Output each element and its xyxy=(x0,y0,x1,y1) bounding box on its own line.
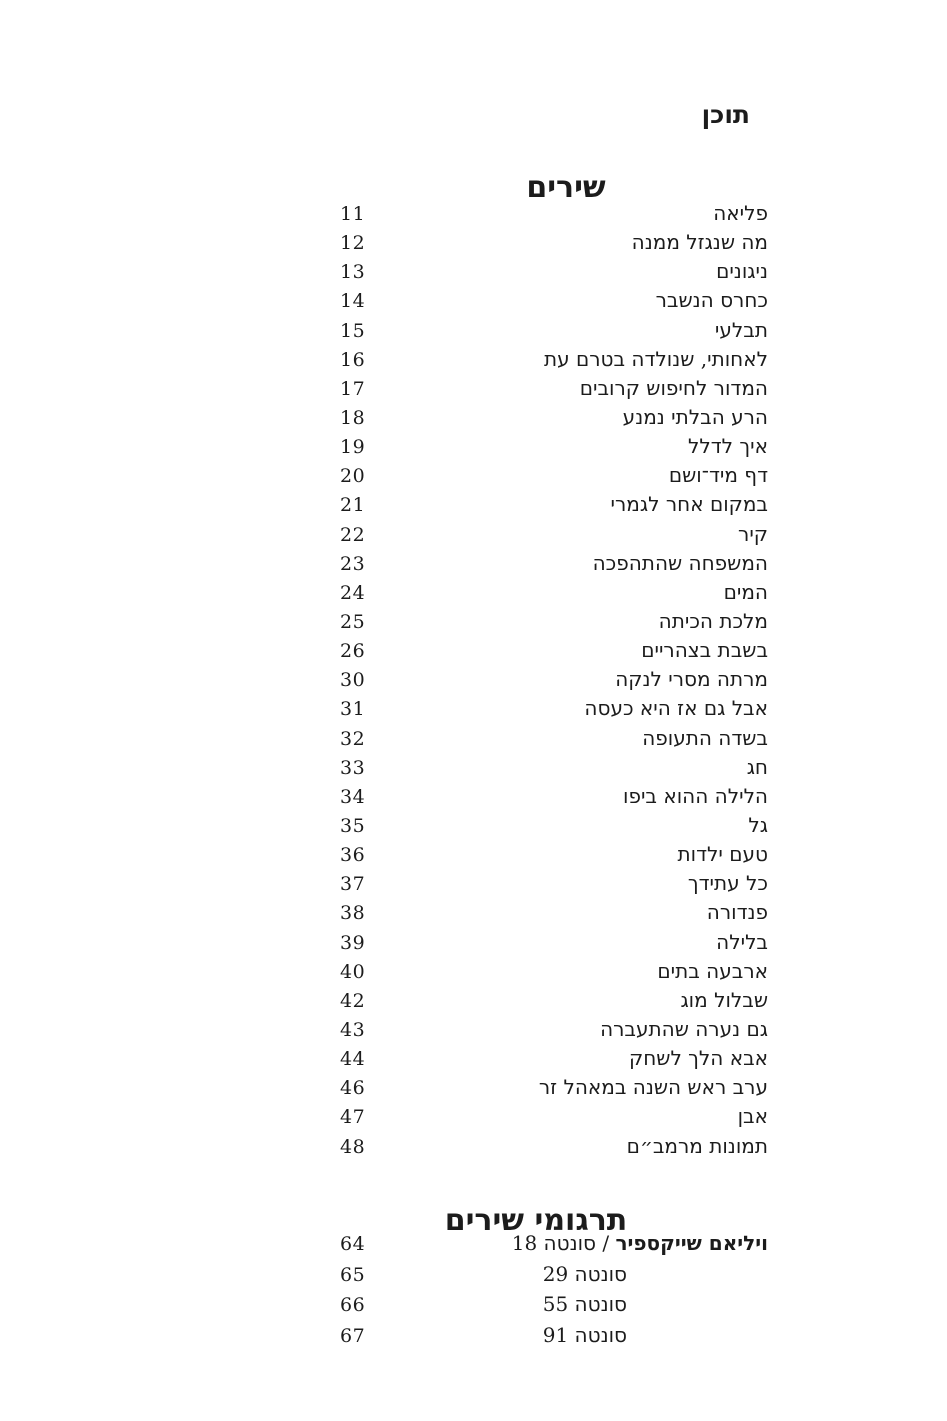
toc-row xyxy=(340,1015,768,1044)
toc-row xyxy=(340,811,768,840)
page-number: 26 xyxy=(340,640,366,663)
entry-title: ארבעה בתים xyxy=(657,958,768,983)
toc-row xyxy=(340,928,768,957)
toc-row xyxy=(340,869,768,898)
toc-row xyxy=(340,957,768,986)
entry-title: פנדורה xyxy=(706,900,768,925)
page-number: 13 xyxy=(340,261,366,284)
page-number: 15 xyxy=(340,319,366,342)
toc-row xyxy=(340,694,768,723)
entry-title: גם נערה שהתעברה xyxy=(600,1016,768,1041)
section-heading-poems: שירים xyxy=(526,169,606,205)
entry-title: גל xyxy=(748,812,768,837)
toc-row xyxy=(340,403,768,432)
page-number: 14 xyxy=(340,290,366,313)
page-number: 32 xyxy=(340,727,366,750)
toc-row xyxy=(340,490,768,519)
page-number: 24 xyxy=(340,581,366,604)
toc-row xyxy=(340,432,768,461)
toc-row xyxy=(340,665,768,694)
entry-title: מלכת הכיתה xyxy=(658,608,768,633)
entry-title: במקום אחר לגמרי xyxy=(610,492,768,517)
page-number: 35 xyxy=(340,814,366,837)
entry-title: אבא הלך לשחק xyxy=(629,1046,768,1071)
translations-list xyxy=(340,1228,768,1350)
toc-row xyxy=(340,753,768,782)
poems-list xyxy=(340,199,768,1161)
toc-row xyxy=(340,986,768,1015)
page-number: 38 xyxy=(340,902,366,925)
entry-title: סונטה 55 xyxy=(542,1292,627,1316)
entry-title: ערב ראש השנה במאהל זר xyxy=(538,1075,768,1100)
page-number: 48 xyxy=(340,1135,366,1158)
toc-row xyxy=(340,1132,768,1161)
page-number: 39 xyxy=(340,931,366,954)
entry-title: איך לדלל xyxy=(688,434,768,459)
page-number: 12 xyxy=(340,232,366,255)
entry-title: המשפחה שהתהפכה xyxy=(592,550,768,575)
toc-row xyxy=(340,228,768,257)
page-number: 18 xyxy=(340,406,366,429)
entry-title: המים xyxy=(723,579,768,604)
page-number: 37 xyxy=(340,873,366,896)
entry-title: המדור לחיפוש קרובים xyxy=(579,375,768,400)
entry-title: ויליאם שייקספיר / סונטה 18 xyxy=(511,1231,768,1255)
toc-row xyxy=(340,636,768,665)
toc-row xyxy=(340,345,768,374)
entry-title: דף מיד־ושם xyxy=(668,463,768,488)
entry-title: טעם ילדות xyxy=(677,842,768,867)
entry-title: מה שנגזל ממנה xyxy=(631,230,768,255)
entry-title: שבלול מוג xyxy=(680,987,768,1012)
toc-row xyxy=(340,461,768,490)
entry-title: כחרס הנשבר xyxy=(655,288,768,313)
toc-row xyxy=(340,520,768,549)
section-heading-translations: תרגומי שירים xyxy=(444,1202,628,1238)
toc-row xyxy=(340,1102,768,1131)
page-number: 16 xyxy=(340,348,366,371)
page-number: 46 xyxy=(340,1077,366,1100)
toc-row xyxy=(340,549,768,578)
page-number: 19 xyxy=(340,436,366,459)
entry-title: תמונות מרמב״ם xyxy=(626,1133,768,1158)
page-number: 36 xyxy=(340,844,366,867)
toc-row xyxy=(340,782,768,811)
page-number: 20 xyxy=(340,465,366,488)
entry-title: לאחותי, שנולדה בטרם עת xyxy=(543,346,768,371)
toc-row xyxy=(340,840,768,869)
toc-row xyxy=(340,898,768,927)
page-number: 42 xyxy=(340,989,366,1012)
page-number: 66 xyxy=(340,1294,366,1316)
page-number: 33 xyxy=(340,756,366,779)
toc-row xyxy=(340,1259,768,1290)
entry-title: אבן xyxy=(737,1104,768,1129)
toc-row xyxy=(340,724,768,753)
page-number: 31 xyxy=(340,698,366,721)
toc-row xyxy=(340,1289,768,1320)
page-number: 23 xyxy=(340,552,366,575)
page-number: 34 xyxy=(340,785,366,808)
page-number: 17 xyxy=(340,377,366,400)
toc-row xyxy=(340,1228,768,1259)
entry-title: פליאה xyxy=(713,201,768,225)
entry-title: ניגונים xyxy=(716,259,768,284)
page-number: 43 xyxy=(340,1018,366,1041)
entry-title: אבל גם אז היא כעסה xyxy=(584,696,768,721)
toc-row xyxy=(340,578,768,607)
page-title: תוכן xyxy=(701,100,750,129)
entry-title: קיר xyxy=(738,521,768,546)
page-number: 65 xyxy=(340,1263,366,1286)
page-number: 25 xyxy=(340,610,366,633)
toc-row xyxy=(340,1073,768,1102)
entry-title: חג xyxy=(746,754,768,779)
toc-row xyxy=(340,1320,768,1351)
toc-row xyxy=(340,607,768,636)
entry-title: מרתה מסרי לנקה xyxy=(615,667,768,692)
page-number: 64 xyxy=(340,1233,366,1255)
entry-title: בשבת בצהריים xyxy=(641,638,768,663)
page-number: 21 xyxy=(340,494,366,517)
page-number: 22 xyxy=(340,523,366,546)
page-number: 40 xyxy=(340,960,366,983)
toc-row xyxy=(340,257,768,286)
entry-title: בשדה התעופה xyxy=(642,725,768,750)
toc-row xyxy=(340,374,768,403)
toc-row xyxy=(340,1044,768,1073)
toc-row xyxy=(340,286,768,315)
page-number: 30 xyxy=(340,669,366,692)
page-number: 11 xyxy=(340,203,366,225)
toc-row xyxy=(340,316,768,345)
page-number: 67 xyxy=(340,1324,366,1347)
entry-title: הלילה ההוא ביפו xyxy=(623,783,768,808)
entry-title: תבלעי xyxy=(714,317,768,342)
page-number: 44 xyxy=(340,1048,366,1071)
entry-title: בלילה xyxy=(716,929,768,954)
page-number: 47 xyxy=(340,1106,366,1129)
entry-title: הרע הבלתי נמנע xyxy=(622,404,768,429)
toc-row xyxy=(340,199,768,228)
entry-title: סונטה 29 xyxy=(542,1261,627,1286)
author-name: ויליאם שייקספיר xyxy=(615,1231,768,1255)
entry-title: כל עתידך xyxy=(687,871,768,896)
entry-title: סונטה 91 xyxy=(542,1322,627,1347)
